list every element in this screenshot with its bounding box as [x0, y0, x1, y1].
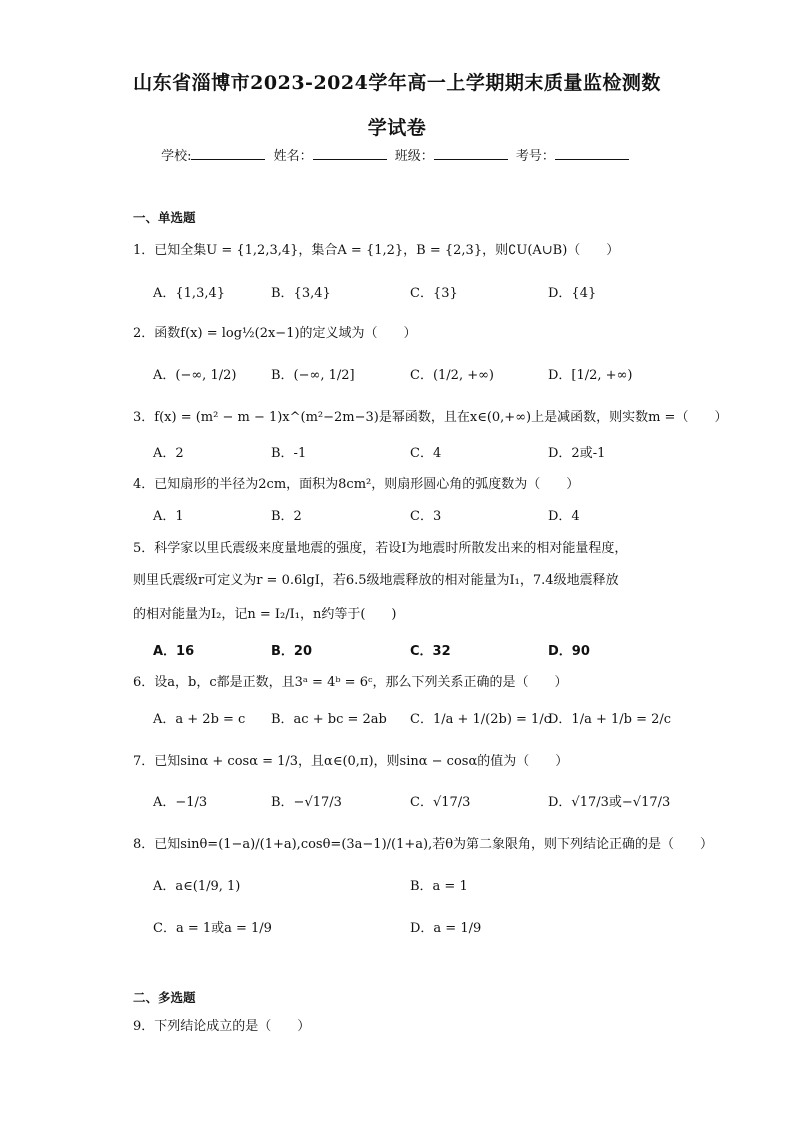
option-d[interactable]: D．2或-1: [548, 446, 606, 461]
option-b[interactable]: B．20: [271, 644, 312, 659]
option-d[interactable]: D．1/a + 1/b = 2/c: [548, 712, 672, 727]
option-a[interactable]: A．16: [153, 644, 195, 659]
option-c[interactable]: C．32: [410, 644, 451, 659]
section-single-choice: 一、单选题: [133, 210, 196, 225]
option-d[interactable]: D．a = 1/9: [410, 921, 482, 936]
title-line-2: 学试卷: [367, 117, 427, 139]
question-6-stem: 6．设a，b，c都是正数，且3ᵃ = 4ᵇ = 6ᶜ，那么下列关系正确的是（ ）: [133, 675, 568, 690]
option-d[interactable]: D．4: [548, 509, 580, 524]
option-c[interactable]: C．1/a + 1/(2b) = 1/c: [410, 712, 551, 727]
option-b[interactable]: B．{3,4}: [271, 286, 331, 301]
name-blank[interactable]: [313, 147, 387, 160]
question-4-stem: 4．已知扇形的半径为2cm，面积为8cm²，则扇形圆心角的弧度数为（ ）: [133, 477, 580, 492]
option-b[interactable]: B．(−∞, 1/2]: [271, 368, 355, 383]
question-1-stem: 1．已知全集U = {1,2,3,4}，集合A = {1,2}，B = {2,3}，则∁U(A∪B)（ ）: [133, 243, 620, 258]
question-5-stem-line-2: 则里氏震级r可定义为r = 0.6lgI，若6.5级地震释放的相对能量为I₁，7.4级地震释放: [133, 573, 619, 588]
option-c[interactable]: C．{3}: [410, 286, 458, 301]
option-c[interactable]: C．√17/3: [410, 795, 471, 810]
option-c[interactable]: C．a = 1或a = 1/9: [153, 921, 272, 936]
class-blank[interactable]: [434, 147, 508, 160]
option-b[interactable]: B．ac + bc = 2ab: [271, 712, 387, 727]
option-d[interactable]: D．[1/2, +∞): [548, 368, 633, 383]
option-d[interactable]: D．{4}: [548, 286, 597, 301]
option-b[interactable]: B．a = 1: [410, 879, 468, 894]
option-a[interactable]: A．2: [153, 446, 184, 461]
question-5-stem-line-1: 5．科学家以里氏震级来度量地震的强度，若设I为地震时所散发出来的相对能量程度，: [133, 541, 628, 556]
option-d[interactable]: D．√17/3或−√17/3: [548, 795, 671, 810]
question-2-stem: 2．函数f(x) = log½(2x−1)的定义域为（ ）: [133, 326, 417, 341]
section-multiple-choice: 二、多选题: [133, 990, 196, 1005]
exam-no-label: 考号：: [515, 149, 555, 164]
option-a[interactable]: A．{1,3,4}: [153, 286, 226, 301]
question-9-stem: 9．下列结论成立的是（ ）: [133, 1019, 311, 1034]
question-8-stem: 8．已知sinθ=(1−a)/(1+a),cosθ=(3a−1)/(1+a),若θ为第二象限角，则下列结论正确的是（ ）: [133, 837, 714, 852]
student-info-row: [0, 145, 794, 164]
title-line-1: 山东省淄博市2023-2024学年高一上学期期末质量监检测数: [133, 72, 661, 94]
option-b[interactable]: B．-1: [271, 446, 307, 461]
option-a[interactable]: A．a∈(1/9, 1): [153, 879, 241, 894]
question-7-stem: 7．已知sinα + cosα = 1/3，且α∈(0,π)，则sinα − cosα的值为（ ）: [133, 754, 569, 769]
option-a[interactable]: A．(−∞, 1/2): [153, 368, 237, 383]
name-label: 姓名：: [273, 149, 313, 164]
option-c[interactable]: C．3: [410, 509, 442, 524]
option-c[interactable]: C．(1/2, +∞): [410, 368, 494, 383]
option-a[interactable]: A．a + 2b = c: [153, 712, 246, 727]
option-b[interactable]: B．−√17/3: [271, 795, 342, 810]
exam-no-blank[interactable]: [555, 147, 629, 160]
option-a[interactable]: A．1: [153, 509, 184, 524]
class-label: 班级：: [394, 149, 434, 164]
option-a[interactable]: A．−1/3: [153, 795, 208, 810]
option-c[interactable]: C．4: [410, 446, 442, 461]
option-d[interactable]: D．90: [548, 644, 590, 659]
school-blank[interactable]: [191, 147, 265, 160]
option-b[interactable]: B．2: [271, 509, 302, 524]
question-3-stem: 3．f(x) = (m² − m − 1)x^(m²−2m−3)是幂函数，且在x∈(0,+∞)上是减函数，则实数m =（ ）: [133, 410, 728, 425]
school-label: 学校:: [161, 149, 192, 164]
question-5-stem-line-3: 的相对能量为I₂，记n = I₂/I₁，n约等于( ): [133, 607, 397, 622]
